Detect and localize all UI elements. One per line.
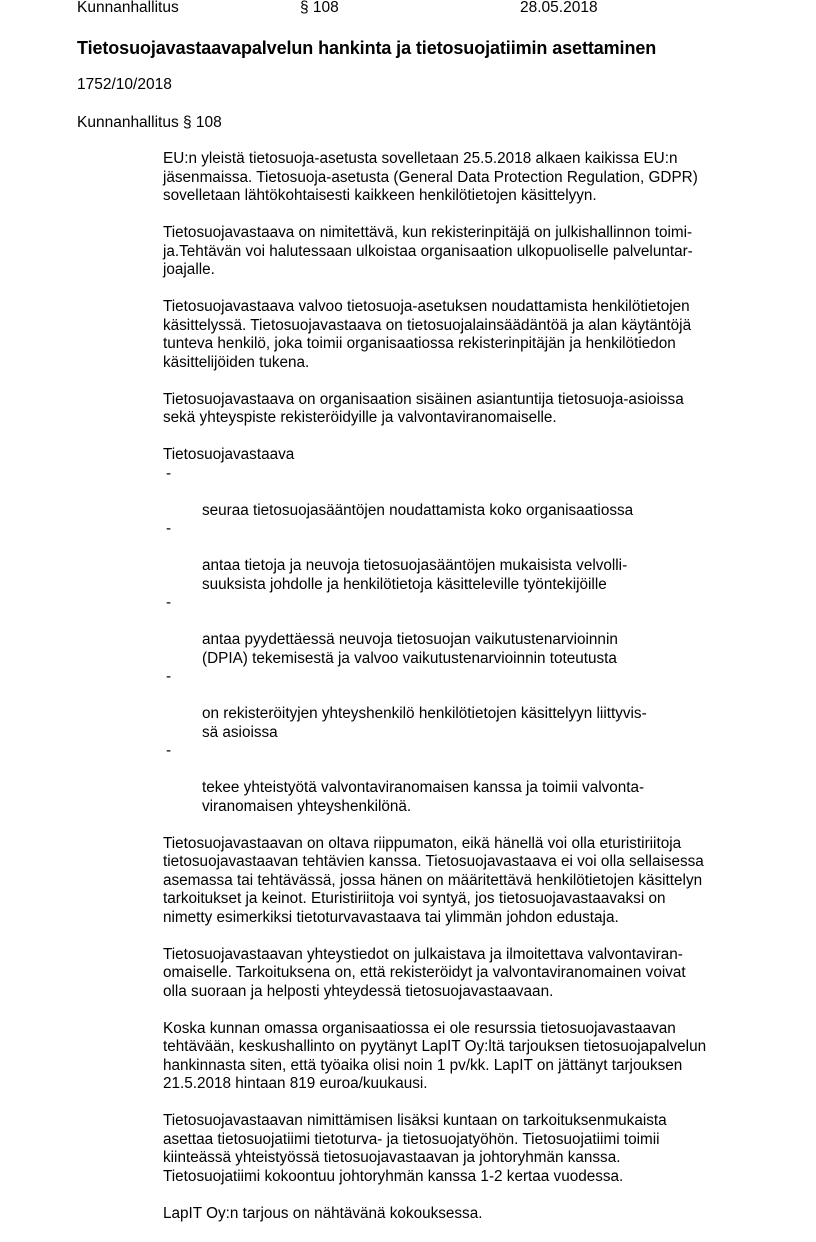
paragraph-contact-info: Tietosuojavastaavan yhteystiedot on julkaistava ja ilmoitettava valvontaviran- omaiselle. Tarkoituksena on, että rekisteröidyt ja valvontaviranomainen voivat olla suoraan ja helposti yhteydessä tietosuojavastaavaan. (163, 945, 686, 1000)
document-number: 1752/10/2018 (77, 76, 172, 93)
header-date: 28.05.2018 (520, 0, 598, 16)
section-reference: Kunnanhallitus § 108 (77, 114, 222, 131)
paragraph-appointment: Tietosuojavastaava on nimitettävä, kun rekisterinpitäjä on julkishallinnon toimi- ja.Tehtävän voi halutessaan ulkoistaa organisaation ulkopuoliselle palveluntar- joajalle. (163, 224, 693, 278)
paragraph-procurement: Koska kunnan omassa organisaatiossa ei ole resurssia tietosuojavastaavan tehtävään, keskushallinto on pyytänyt LapIT Oy:ltä tarjouksen tietosuojapalvelun hankinnasta siten, että työaika olisi noin 1 pv/kk. LapIT on jättänyt tarjouksen 21.5.2018 hintaan 819 euroa/kuukausi. (163, 1019, 707, 1092)
list-item (163, 742, 763, 816)
list-item-text: antaa pyydettäessä neuvoja tietosuojan vaikutustenarvioinnin (DPIA) tekemisestä ja valvoo vaikutustenarvioinnin toteutusta (202, 631, 618, 667)
list-item-text: seuraa tietosuojasääntöjen noudattamista koko organisaatiossa (202, 501, 634, 519)
list-item (163, 520, 763, 594)
paragraph-offer-availability: LapIT Oy:n tarjous on nähtävänä kokouksessa. (163, 1204, 483, 1222)
duties-list (163, 465, 763, 817)
dash-bullet-icon: - (166, 464, 172, 482)
paragraph-privacy-team: Tietosuojavastaavan nimittämisen lisäksi kuntaan on tarkoituksenmukaista asettaa tietosuojatiimi tietoturva- ja tietosuojatyöhön. Tietosuojatiimi toimii kiinteässä yhteistyössä tietosuojavastaavan ja johtoryhmän kanssa. Tietosuojatiimi kokoontuu johtoryhmän kanssa 1-2 kertaa vuodessa. (163, 1112, 667, 1185)
paragraph-role: Tietosuojavastaava valvoo tietosuoja-asetuksen noudattamista henkilötietojen käsittelyssä. Tietosuojavastaava on tietosuojalainsäädäntöä ja alan käytäntöjä tunteva henkilö, joka toimii organisaatiossa rekisterinpitäjän ja henkilötiedon käsittelijöiden tukena. (163, 298, 692, 371)
document-body (163, 150, 763, 1242)
page-header (77, 0, 777, 18)
dash-bullet-icon: - (166, 742, 172, 759)
list-item-text: on rekisteröityjen yhteyshenkilö henkilötietojen käsittelyyn liittyvis- sä asioissa (202, 705, 647, 741)
paragraph-expert: Tietosuojavastaava on organisaation sisäinen asiantuntija tietosuoja-asioissa sekä yhteyspiste rekisteröidyille ja valvontaviranomaiselle. (163, 390, 684, 426)
header-section: § 108 (300, 0, 339, 16)
paragraph-gdpr-intro: EU:n yleistä tietosuoja-asetusta sovelletaan 25.5.2018 alkaen kaikissa EU:n jäsenmaissa. Tietosuoja-asetusta (General Data Protection Regulation, GDPR) sovelletaan lähtökohtaisesti kaikkeen henkilötietojen käsittelyyn. (163, 150, 698, 204)
list-item-text: antaa tietoja ja neuvoja tietosuojasääntöjen mukaisista velvolli- suuksista johdolle ja henkilötietoja käsitteleville työntekijöille (202, 557, 628, 593)
dash-bullet-icon: - (166, 594, 172, 611)
document-title: Tietosuojavastaavapalvelun hankinta ja tietosuojatiimin asettaminen (77, 38, 657, 58)
list-item-text: tekee yhteistyötä valvontaviranomaisen kanssa ja toimii valvonta- viranomaisen yhteyshenkilönä. (202, 779, 645, 815)
header-organ: Kunnanhallitus (77, 0, 179, 16)
dash-bullet-icon: - (166, 668, 172, 685)
paragraph-independence: Tietosuojavastaavan on oltava riippumaton, eikä hänellä voi olla eturistiriitoja tietosuojavastaavan tehtävien kanssa. Tietosuojavastaava ei voi olla sellaisessa asemassa tai tehtävässä, jossa hänen on määritettävä henkilötietojen käsittelyn tarkoitukset ja keinot. Eturistiriitoja voi syntyä, jos tietosuojavastaavaksi on nimetty esimerkiksi tietoturvavastaava tai ylimmän johdon edustaja. (163, 834, 704, 926)
dash-bullet-icon: - (166, 520, 172, 537)
list-item (163, 594, 763, 668)
duties-heading: Tietosuojavastaava (163, 446, 295, 463)
list-item (163, 465, 763, 521)
list-item (163, 668, 763, 742)
